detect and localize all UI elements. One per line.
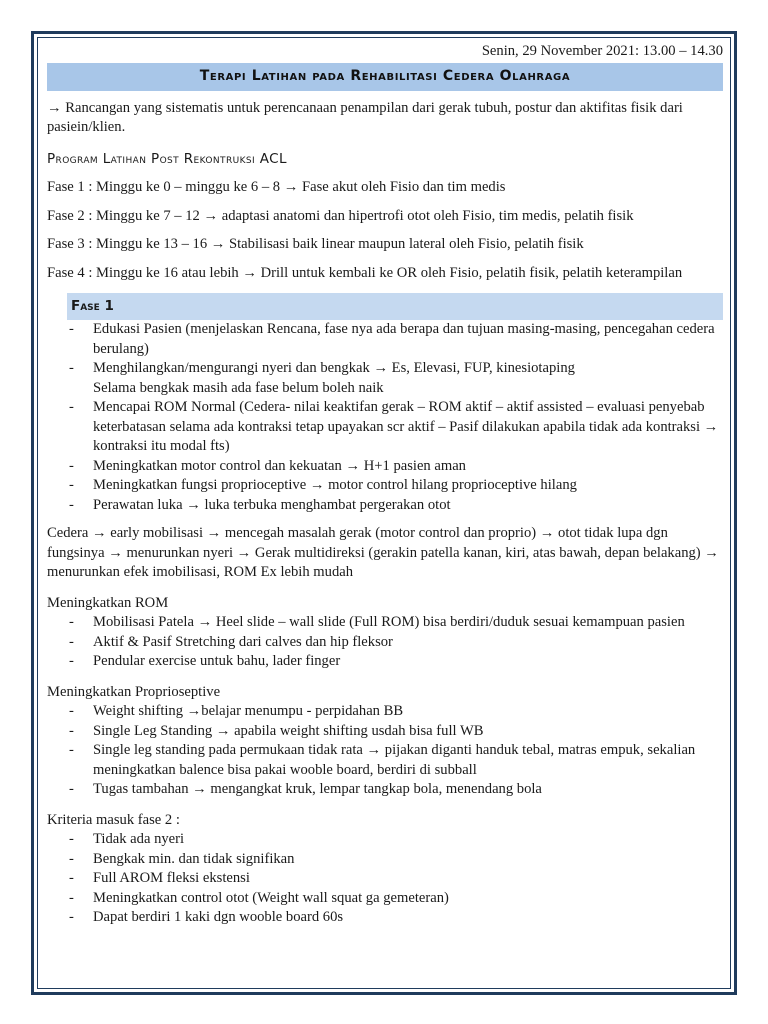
intro-text: → Rancangan yang sistematis untuk perencanaan penampilan dari gerak tubuh, postur dan aktifitas fisik dari pasiein/klien. (47, 99, 683, 135)
fase1-heading: Fase 1 (71, 297, 114, 314)
list-item: - Mencapai ROM Normal (Cedera- nilai keaktifan gerak – ROM aktif – aktif assisted – evaluasi penyebab keterbatasan selama ada kontraksi tetap upayakan scr aktif – Pasif dilakukan apabila tidak ada kontraksi → kontraksi itu modal fts) (47, 398, 723, 457)
document-body (47, 42, 723, 928)
list-item: - Dapat berdiri 1 kaki dgn wooble board 60s (47, 908, 723, 928)
list-item: - Aktif & Pasif Stretching dari calves dan hip fleksor (47, 633, 723, 653)
list-item-continuation (47, 379, 723, 399)
list-item: - Single Leg Standing → apabila weight shifting usdah bisa full WB (47, 722, 723, 742)
phase-line: Fase 1 : Minggu ke 0 – minggu ke 6 – 8 → Fase akut oleh Fisio dan tim medis (47, 179, 506, 195)
list-item: - Meningkatkan motor control dan kekuatan → H+1 pasien aman (47, 457, 723, 477)
list-item: - Meningkatkan control otot (Weight wall squat ga gemeteran) (47, 889, 723, 909)
phase-line: Fase 4 : Minggu ke 16 atau lebih → Drill untuk kembali ke OR oleh Fisio, pelatih fisik, pelatih keterampilan (47, 264, 683, 281)
phase-line: Fase 3 : Minggu ke 13 – 16 → Stabilisasi baik linear maupun lateral oleh Fisio, pelatih fisik (47, 236, 584, 252)
phase-line: Fase 2 : Minggu ke 7 – 12 → adaptasi anatomi dan hipertrofi otot oleh Fisio, tim medis, pelatih fisik (47, 207, 634, 224)
list-item: - Pendular exercise untuk bahu, lader finger (47, 652, 723, 672)
program-heading: Program Latihan Post Rekontruksi ACL (47, 150, 287, 167)
rom-heading: Meningkatkan ROM (47, 594, 169, 611)
continuation-text: Selama bengkak masih ada fase belum boleh naik (93, 379, 384, 396)
list-item: - Perawatan luka → luka terbuka menghambat pergerakan otot (47, 496, 723, 516)
rom-list (47, 613, 723, 672)
list-item: - Full AROM fleksi ekstensi (47, 869, 723, 889)
list-item: - Weight shifting →belajar menumpu - perpidahan BB (47, 702, 723, 722)
list-item: - Edukasi Pasien (menjelaskan Rencana, fase nya ada berapa dan tujuan masing-masing, pencegahan cedera berulang) (47, 320, 723, 359)
list-item: - Tidak ada nyeri (47, 830, 723, 850)
cedera-paragraph: Cedera → early mobilisasi → mencegah masalah gerak (motor control dan proprio) → otot tidak lupa dgn fungsinya → menurunkan nyeri → Gerak multidireksi (gerakin patella kanan, kiri, atas bawah, depan belakang) → menurunkan efek imobilisasi, ROM Ex lebih mudah (47, 525, 719, 580)
list-item: - Menghilangkan/mengurangi nyeri dan bengkak → Es, Elevasi, FUP, kinesiotaping (47, 359, 723, 379)
list-item: - Single leg standing pada permukaan tidak rata → pijakan diganti handuk tebal, matras empuk, sekalian meningkatkan balence bisa pakai wooble board, berdiri di subball (47, 741, 723, 780)
list-item: - Meningkatkan fungsi proprioceptive → motor control hilang proprioceptive hilang (47, 476, 723, 496)
proprio-heading: Meningkatkan Proprioseptive (47, 683, 221, 700)
list-item: - Mobilisasi Patela → Heel slide – wall slide (Full ROM) bisa berdiri/duduk sesuai kemampuan pasien (47, 613, 723, 633)
title-banner (47, 63, 723, 91)
session-date: Senin, 29 November 2021: 13.00 – 14.30 (481, 43, 723, 59)
kriteria-heading: Kriteria masuk fase 2 : (47, 811, 180, 828)
document-title: Terapi Latihan pada Rehabilitasi Cedera Olahraga (199, 67, 571, 84)
fase1-list (47, 320, 723, 515)
fase1-banner (67, 293, 723, 320)
list-item: - Tugas tambahan → mengangkat kruk, lempar tangkap bola, menendang bola (47, 780, 723, 800)
kriteria-list (47, 830, 723, 928)
list-item: - Bengkak min. dan tidak signifikan (47, 850, 723, 870)
proprio-list (47, 702, 723, 800)
